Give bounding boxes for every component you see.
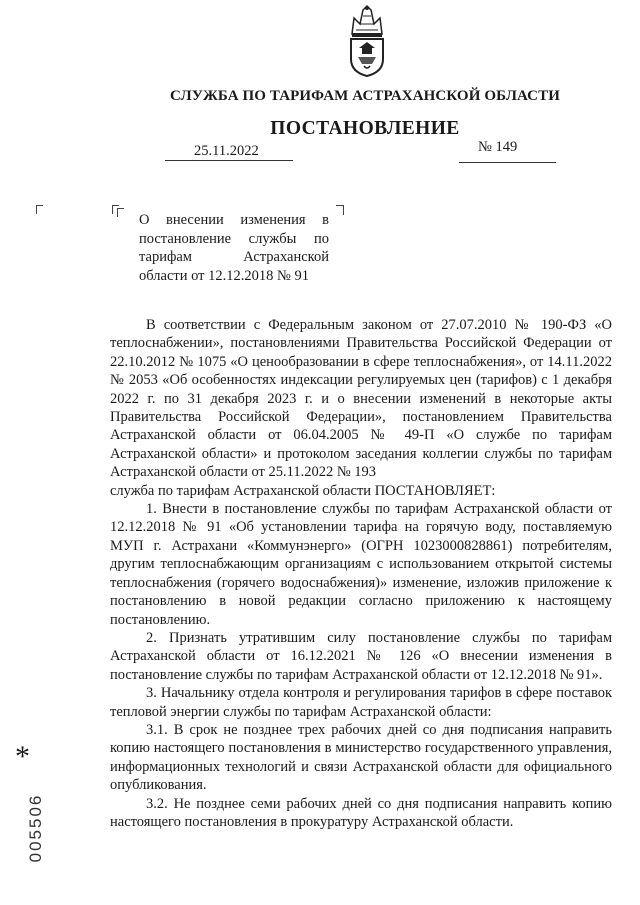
document-type-title: ПОСТАНОВЛЕНИЕ (270, 118, 460, 139)
document-number: № 149 (478, 139, 518, 155)
item-3-paragraph: 3. Начальнику отдела контроля и регулирования тарифов в сфере поставок тепловой энергии службы по тарифам Астраханской области: (110, 685, 612, 720)
item-3-1-paragraph: 3.1. В срок не позднее трех рабочих дней со дня подписания направить копию настоящего постановления в министерство государственного управления, информационных технологий и связи Астраханской области для официального опубликования. (110, 721, 612, 794)
document-body (110, 316, 612, 831)
document-date: 25.11.2022 (194, 143, 259, 159)
subject-line: тарифам Астраханской (139, 249, 329, 265)
corner-mark-left (36, 205, 43, 214)
number-underline (459, 162, 556, 163)
subject-line: постановление службы по (139, 230, 329, 247)
coat-of-arms-icon (342, 4, 392, 78)
item-1-paragraph: 1. Внести в постановление службы по тарифам Астраханской области от 12.12.2018 № 91 «Об установлении тарифа на горячую воду, поставляемую МУП г. Астрахани «Коммунэнерго» (ОГРН 1023000828861) потребителям, другим теплоснабжающим организациям с использованием открытой системы теплоснабжения (горячего водоснабжения)» изменение, изложив приложение к постановлению в новой редакции согласно приложению к настоящему постановлению. (110, 501, 612, 628)
subject-line: области от 12.12.2018 № 91 (139, 267, 309, 284)
organization-name: СЛУЖБА ПО ТАРИФАМ АСТРАХАНСКОЙ ОБЛАСТИ (170, 88, 560, 104)
margin-asterisk: * (15, 740, 30, 773)
decree-paragraph: служба по тарифам Астраханской области ПОСТАНОВЛЯЕТ: (110, 482, 496, 499)
date-underline (165, 160, 293, 161)
item-2-paragraph: 2. Признать утратившим силу постановление службы по тарифам Астраханской области от 16.12.2021 № 126 «О внесении изменения в постановление службы по тарифам Астраханской области от 12.12.2018 № 91». (110, 629, 612, 683)
corner-mark-subject-right (336, 205, 344, 215)
preamble-paragraph: В соответствии с Федеральным законом от 27.07.2010 № 190-ФЗ «О теплоснабжении», постановлениями Правительства Российской Федерации от 22.10.2012 № 1075 «О ценообразовании в сфере теплоснабжения», от 14.11.2022 № 2053 «Об особенностях индексации регулируемых цен (тарифов) с 1 декабря 2022 г. по 31 декабря 2023 г. и о внесении изменений в некоторые акты Правительства Российской Федерации», постановлением Правительства Астраханской области от 06.04.2005 № 49-П «О службе по тарифам Астраханской области» и протоколом заседания коллегии службы по тарифам Астраханской области от 25.11.2022 № 193 (110, 317, 612, 481)
item-3-2-paragraph: 3.2. Не позднее семи рабочих дней со дня подписания направить копию настоящего постановления в прокуратуру Астраханской области. (110, 795, 612, 830)
document-subject (139, 211, 329, 285)
corner-mark-subject-left-inner (117, 208, 124, 217)
margin-stamp-number: 005506 (26, 793, 45, 863)
subject-line: О внесении изменения в (139, 212, 329, 228)
